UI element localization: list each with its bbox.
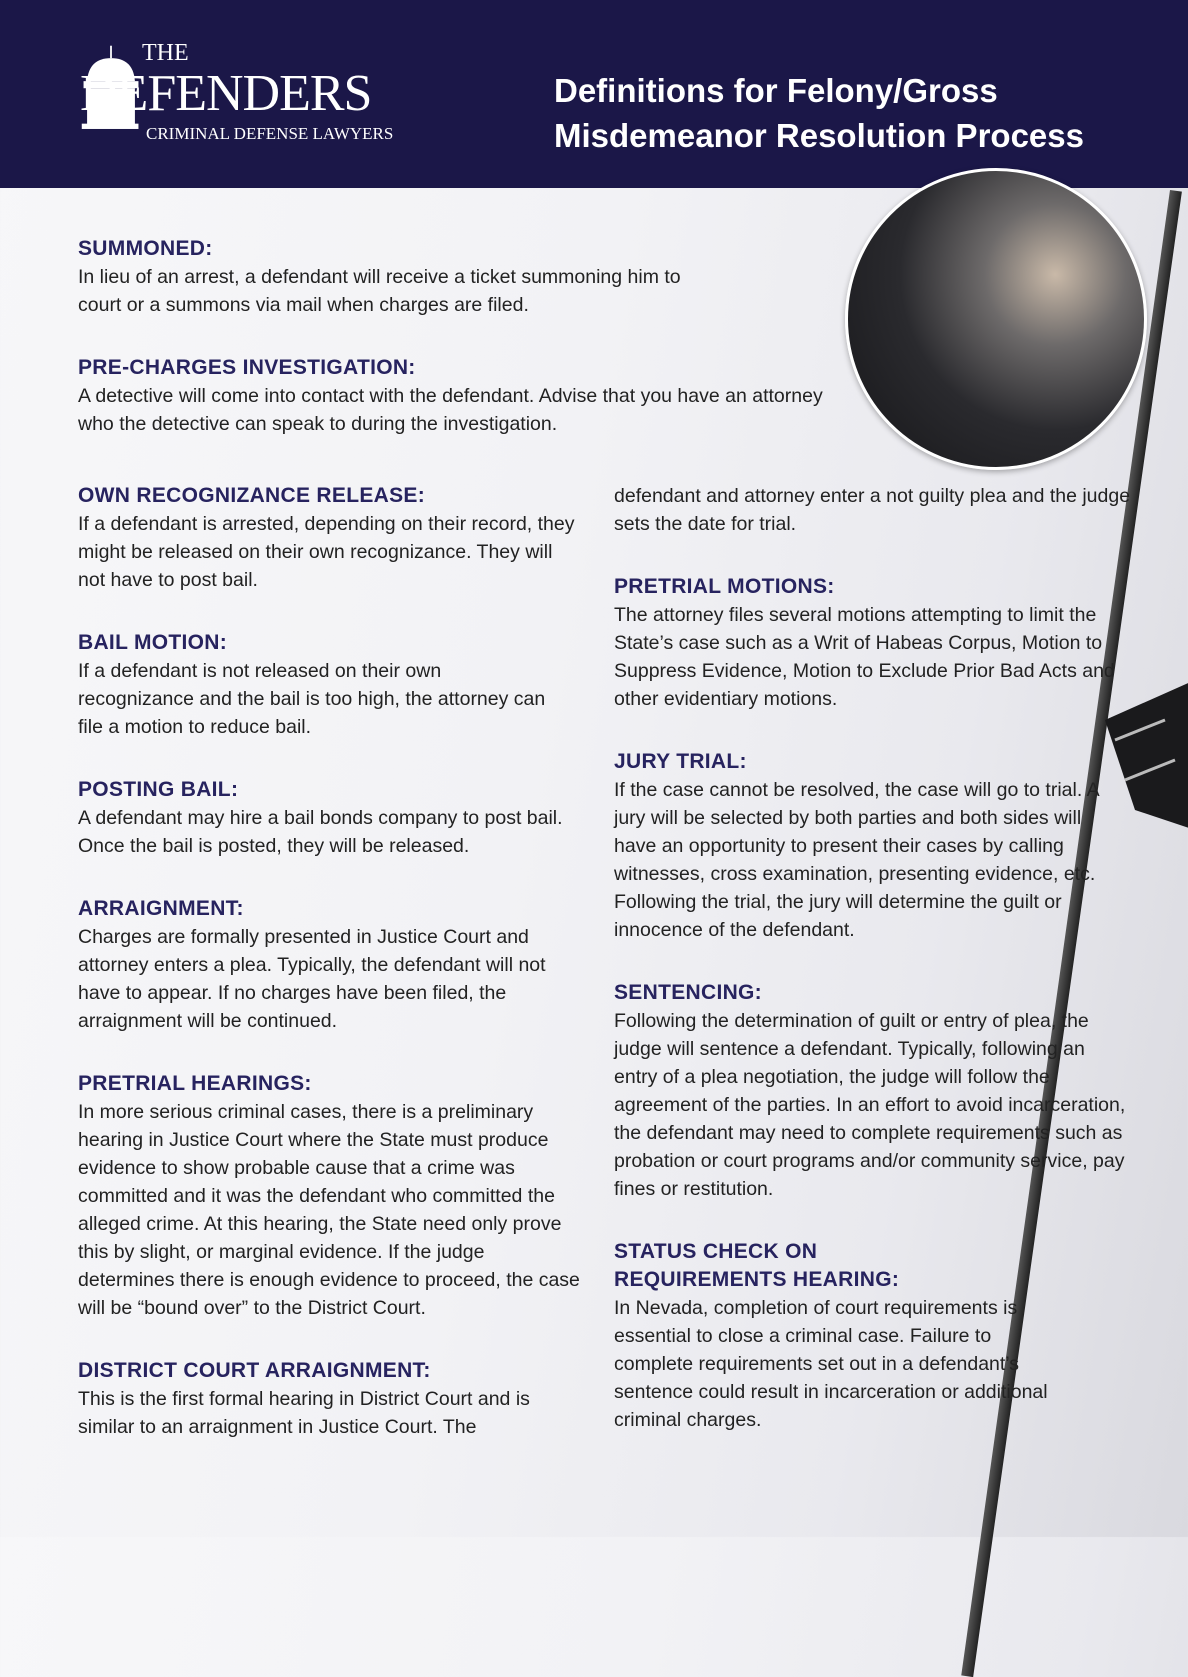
logo-tagline: CRIMINAL DEFENSE LAWYERS <box>146 124 394 143</box>
section-body: This is the first formal hearing in District Court and is similar to an arraignment in Justice Court. The <box>78 1388 530 1438</box>
section-body: If a defendant is not released on their own recognizance and the bail is too high, the attorney can file a motion to reduce bail. <box>78 660 546 738</box>
left-column <box>78 482 583 1476</box>
section-district-court-arraignment <box>78 1357 583 1441</box>
logo-name: DEFENDERS <box>80 65 372 122</box>
section-own-recognizance <box>78 482 583 594</box>
logo <box>76 40 421 150</box>
section-body: The attorney files several motions attempting to limit the State’s case such as a Writ of Habeas Corpus, Motion to Suppress Evidence, Motion to Exclude Prior Bad Acts and other evidentiary motions. <box>614 604 1115 710</box>
section-heading: STATUS CHECK ON REQUIREMENTS HEARING: <box>614 1240 900 1291</box>
section-body: Charges are formally presented in Justice Court and attorney enters a plea. Typically, the defendant will not have to appear. If no charges have been filed, the arraignment will be continued. <box>78 926 546 1032</box>
page-title <box>554 68 1084 158</box>
title-line-2: Misdemeanor Resolution Process <box>554 117 1084 154</box>
section-body: If the case cannot be resolved, the case will go to trial. A jury will be selected by both parties and both sides will have an opportunity to present their cases by calling witnesses, cross examination, presenting evidence, etc. Following the trial, the jury will determine the guilt or innocence of the defendant. <box>614 779 1099 941</box>
section-heading: SENTENCING: <box>614 981 762 1004</box>
section-body: If a defendant is arrested, depending on their record, they might be released on their own recognizance. They will not have to post bail. <box>78 513 575 591</box>
section-body: In Nevada, completion of court requirements is essential to close a criminal case. Failure to complete requirements set out in a defendant’s sentence could result in incarceration or additional criminal charges. <box>614 1297 1048 1431</box>
section-heading: PRETRIAL HEARINGS: <box>78 1072 312 1095</box>
attorneys-photo <box>845 168 1147 470</box>
section-body: A detective will come into contact with the defendant. Advise that you have an attorney who the detective can speak to during the investigation. <box>78 385 823 435</box>
section-bail-motion <box>78 629 583 741</box>
section-pre-charges <box>78 354 838 438</box>
section-body: A defendant may hire a bail bonds company to post bail. Once the bail is posted, they will be released. <box>78 807 563 857</box>
section-heading: PRETRIAL MOTIONS: <box>614 575 835 598</box>
section-heading: ARRAIGNMENT: <box>78 897 244 920</box>
section-district-court-continued <box>614 482 1134 538</box>
section-body: defendant and attorney enter a not guilty plea and the judge sets the date for trial. <box>614 485 1131 535</box>
section-heading: SUMMONED: <box>78 237 213 260</box>
section-heading: JURY TRIAL: <box>614 750 747 773</box>
section-pretrial-hearings <box>78 1070 583 1322</box>
section-arraignment <box>78 895 583 1035</box>
section-body: In more serious criminal cases, there is a preliminary hearing in Justice Court where the State must produce evidence to show probable cause that a crime was committed and it was the defendant who committed the alleged crime. At this hearing, the State need only prove this by slight, or marginal evidence. If the judge determines there is enough evidence to proceed, the case will be “bound over” to the District Court. <box>78 1101 580 1319</box>
section-heading: PRE-CHARGES INVESTIGATION: <box>78 356 416 379</box>
section-summoned <box>78 235 838 319</box>
header-banner <box>0 0 1188 188</box>
section-heading: POSTING BAIL: <box>78 778 239 801</box>
section-heading: DISTRICT COURT ARRAIGNMENT: <box>78 1359 431 1382</box>
intro-sections <box>78 235 838 473</box>
section-body: Following the determination of guilt or entry of plea, the judge will sentence a defendant. Typically, following an entry of a plea negotiation, the judge will follow the agreement of the parties. In an effort to avoid incarceration, the defendant may need to complete requirements such as probation or court programs and/or community service, pay fines or restitution. <box>614 1010 1126 1200</box>
section-body: In lieu of an arrest, a defendant will receive a ticket summoning him to court or a summons via mail when charges are filed. <box>78 266 681 316</box>
section-sentencing <box>614 979 1129 1203</box>
logo-the: THE <box>142 40 189 66</box>
title-line-1: Definitions for Felony/Gross <box>554 72 998 109</box>
section-posting-bail <box>78 776 583 860</box>
right-column <box>614 482 1134 1469</box>
section-pretrial-motions <box>614 573 1134 713</box>
section-status-check <box>614 1238 1074 1434</box>
section-heading: BAIL MOTION: <box>78 631 228 654</box>
section-heading: OWN RECOGNIZANCE RELEASE: <box>78 484 426 507</box>
section-jury-trial <box>614 748 1104 944</box>
